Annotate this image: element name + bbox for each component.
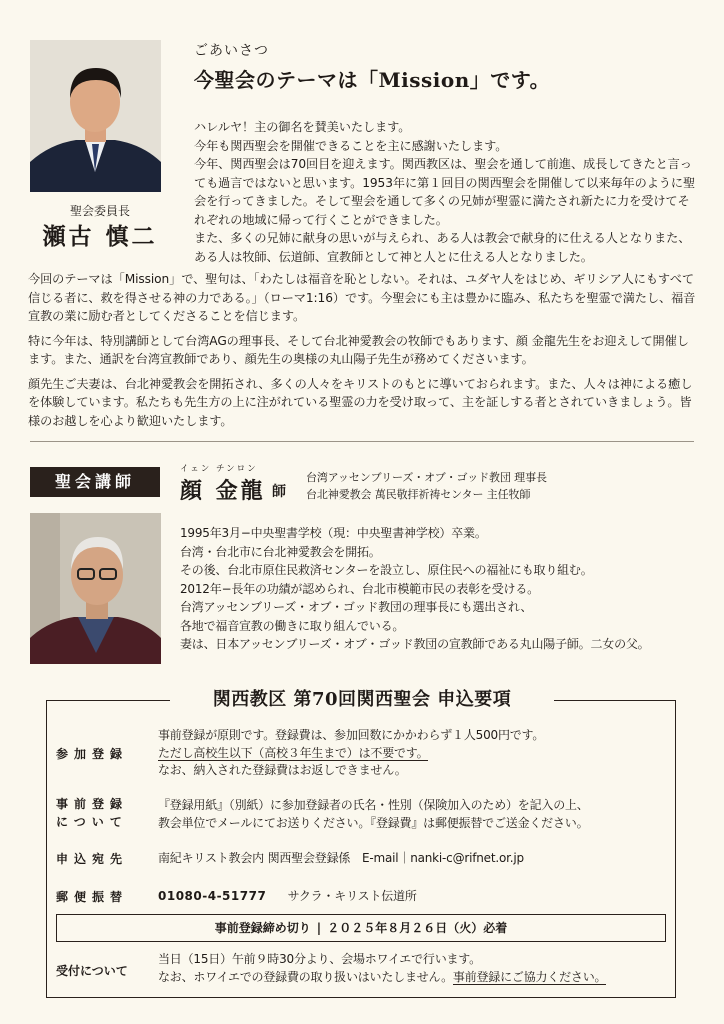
yubin-number: 01080-4-51777 bbox=[158, 889, 267, 903]
sanka-line bbox=[158, 745, 668, 763]
greeting-intro bbox=[194, 118, 698, 266]
speaker-affiliation: 台湾アッセンブリーズ・オブ・ゴッド教団 理事長 bbox=[306, 471, 547, 484]
jizen-label bbox=[56, 795, 140, 831]
sanka-label: 参加登録 bbox=[56, 747, 129, 761]
body-paragraph: 特に今年は、特別講師として台湾AGの理事長、そして台北神愛教会の牧師でもあります、顔 金龍先生をお迎えして開催します。また、通訳を台湾宣教師であり、顔先生の奥様の丸山陽子先生が務めてくださいます。 bbox=[28, 333, 689, 366]
bio-line: 各地で福音宣教の働きに取り組んでいる。 bbox=[180, 618, 405, 633]
intro-line: ハレルヤ！主の御名を賛美いたします。 bbox=[194, 120, 411, 134]
chairman-role: 聖会委員長 bbox=[69, 204, 130, 218]
section-divider bbox=[30, 441, 694, 442]
greeting-body bbox=[28, 270, 698, 436]
bio-line: その後、台北市原住民救済センターを設立し、原住民への福祉にも取り組む。 bbox=[180, 563, 593, 577]
sanka-line: 事前登録が原則です。登録費は、参加回数にかかわらず１人500円です。 bbox=[158, 728, 545, 742]
deadline-box: 事前登録締め切り | ２０２５年８月２６日（火）必着 bbox=[56, 914, 666, 942]
uketsuke-line: 当日（15日）午前９時30分より、会場ホワイエで行います。 bbox=[158, 952, 481, 966]
uketsuke-note: なお、ホワイエでの登録費の取り扱いはいたしません。 bbox=[158, 969, 453, 984]
chairman-photo bbox=[30, 40, 161, 192]
bio-line: 妻は、日本アッセンブリーズ・オブ・ゴッド教団の宣教師である丸山陽子師。二女の父。 bbox=[180, 637, 650, 651]
jizen-line: 『登録用紙』（別紙）に参加登録者の氏名・性別（保険加入のため）を記入の上、 bbox=[158, 798, 589, 812]
uketsuke-line bbox=[158, 969, 668, 987]
intro-line: また、多くの兄姉に献身の思いが与えられ、ある人は教会で献身的に仕える人となりまた、ある人は牧師、伝道師、宣教師として神と人とに仕える人となりました。 bbox=[194, 231, 691, 264]
greeting-title: 今聖会のテーマは「Mission」です。 bbox=[194, 68, 551, 92]
sanka-details bbox=[158, 727, 668, 780]
chairman-name: 瀬古 慎二 bbox=[42, 223, 158, 250]
jizen-details bbox=[158, 797, 668, 832]
jizen-label-line: について bbox=[56, 815, 128, 829]
speaker-bio bbox=[180, 524, 700, 654]
moushikomi-label: 申込宛先 bbox=[56, 852, 129, 866]
speaker-honorific: 師 bbox=[272, 484, 286, 500]
speaker-photo bbox=[30, 513, 161, 664]
uketsuke-details bbox=[158, 951, 668, 986]
body-paragraph: 今回のテーマは「Mission」で、聖句は、「わたしは福音を恥としない。それは、ユダヤ人をはじめ、ギリシア人にもすべて信じる者に、救を得させる神の力である。」（ローマ1:16）です。今聖会にも主は豊かに臨み、私たちを聖霊で満たし、福音宣教の業に励む者としてくださることを信じます。 bbox=[28, 272, 696, 323]
bio-line: 1995年3月−中央聖書学校（現：中央聖書神学校）卒業。 bbox=[180, 526, 487, 540]
deadline-label: 事前登録締め切り bbox=[214, 921, 311, 935]
speaker-name: 顔 金龍 bbox=[180, 478, 266, 504]
speaker-badge: 聖会講師 bbox=[30, 467, 160, 497]
uketsuke-label: 受付について bbox=[56, 964, 128, 978]
intro-line: 今年も関西聖会を開催できることを主に感謝いたします。 bbox=[194, 138, 508, 153]
speaker-name-ruby: イェン チンロン bbox=[180, 464, 258, 474]
bio-line: 台湾アッセンブリーズ・オブ・ゴッド教団の理事長にも選出され、 bbox=[180, 600, 533, 614]
uketsuke-request: 事前登録にご協力ください。 bbox=[452, 969, 607, 984]
body-paragraph: 顔先生ご夫妻は、台北神愛教会を開拓され、多くの人々をキリストのもとに導いておられます。また、人々は神による癒しを体験しています。私たちも先生方の上に注がれている聖霊の力を受け取って、主を証しする者とされていきましょう。皆様のお越しを心より歓迎いたします。 bbox=[28, 376, 693, 428]
registration-title: 関西教区 第70回関西聖会 申込要項 bbox=[170, 686, 554, 714]
yubin-value bbox=[158, 888, 668, 906]
greeting-label: ごあいさつ bbox=[194, 43, 269, 59]
yubin-name: サクラ・キリスト伝道所 bbox=[287, 889, 417, 903]
yubin-label: 郵便振替 bbox=[56, 890, 129, 904]
jizen-line: 教会単位でメールにてお送りください。『登録費』は郵便振替でご送金ください。 bbox=[158, 815, 589, 830]
jizen-label-line: 事前登録 bbox=[56, 797, 129, 811]
deadline-date: ２０２５年８月２６日（火）必着 bbox=[327, 921, 508, 935]
bio-line: 台湾・台北市に台北神愛教会を開拓。 bbox=[180, 544, 381, 559]
bio-line: 2012年−長年の功績が認められ、台北市模範市民の表彰を受ける。 bbox=[180, 581, 539, 596]
sanka-line: なお、納入された登録費はお返しできません。 bbox=[158, 763, 407, 777]
moushikomi-value: 南紀キリスト教会内 関西聖会登録係 E-mail｜nanki-c@rifnet.or.jp bbox=[158, 851, 524, 865]
speaker-affiliation: 台北神愛教会 萬民敬拝祈祷センター 主任牧師 bbox=[306, 488, 531, 501]
sanka-note-underlined: ただし高校生以下（高校３年生まで）は不要です。 bbox=[158, 745, 429, 760]
intro-line: 今年、関西聖会は70回目を迎えます。関西教区は、聖会を通して前進、成長してきたと言っても過言ではないと思います。1953年に第１回目の関西聖会を開催して以来毎年のように聖会を行ってきました。そして聖会を通して多くの兄姉が聖霊に満たされ新たに力を受けてそれぞれの地域に帰って行くことができました。 bbox=[194, 157, 696, 227]
